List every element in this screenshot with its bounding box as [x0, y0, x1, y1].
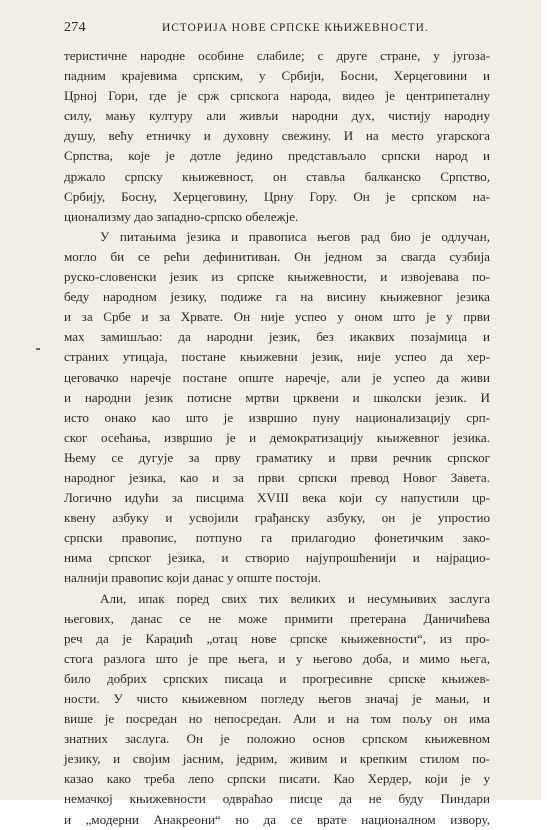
text-line: квену азбуку и усвојили грађанску азбуку, он је упростио: [64, 510, 490, 526]
text-line: немачкој књижевности одвраћао писце да не буду Пиндари: [64, 791, 490, 807]
text-line: било добрих српских писаца и прогресивне српске књижев-: [64, 670, 490, 686]
text-line: беду народном језику, подиже га на висину књижевног језика: [64, 289, 490, 305]
text-line: страних утицаја, постане књижевни језик, није успео да хер-: [64, 349, 490, 365]
text-line: могло би се рећи дефинитиван. Он једном за свагда сузбија: [64, 248, 490, 264]
text-line: Српства, које је дотле једино представљало српски народ и: [64, 148, 490, 164]
text-line: више је посредан но непосредан. Али и на том пољу он има: [64, 711, 490, 727]
text-line: његових, данас се не може примити претерана Даничићева: [64, 610, 490, 626]
text-line: стога разлога што је пре њега, и у његово доба, и мимо њега,: [64, 650, 490, 666]
paragraph-start-line: У питањима језика и правописа његов рад био је одлучан,: [100, 228, 490, 244]
text-line: душу, већу етничку и духовну свежину. И на место угарскога: [64, 128, 490, 144]
paragraph-end-line: налнији правопис који данас у опште постоји.: [64, 570, 322, 586]
text-line: цеговачко наречје постане опште наречје, али је успео да живи: [64, 369, 490, 385]
text-line: нима српског језика, и створио најупрошћенији и најрацио-: [64, 550, 490, 566]
body-text: [64, 46, 490, 830]
text-line: ности. У чисто књижевном погледу његов значај је мањи, и: [64, 691, 490, 706]
text-line: падним крајевима српским, у Србији, Босни, Херцеговини и: [64, 68, 490, 84]
margin-mark: [36, 348, 40, 350]
paragraph-start-line: Али, ипак поред свих тих великих и несумњивих заслуга: [100, 590, 490, 606]
text-line: теристичне народне особине слабиле; с друге стране, у југоза-: [64, 48, 490, 63]
text-line: мах замишљао: да народни језик, без икаквих позајмица и: [64, 329, 490, 345]
text-line: ског осећања, извршио је и демократизацију књижевног језика.: [64, 429, 490, 445]
text-line: језику, и својим јасним, једрим, живим и крепким стилом по-: [64, 751, 490, 767]
text-line: Њему се дугује за прву граматику и први речник српског: [64, 449, 490, 465]
text-line: силу, мању културу али живљи народни дух, чистију народну: [64, 108, 490, 124]
text-line: и народни језик потисне мртви црквени и школски језик. И: [64, 389, 490, 405]
text-line: и „модерни Анакреони“ но да се врате националном извору,: [64, 811, 490, 827]
text-line: и за Србе и за Хрвате. Он није успео у оном што је у први: [64, 309, 490, 325]
page-number: 274: [64, 20, 86, 35]
text-line: исто онако као што је извршио пуну национализацију срп-: [64, 409, 490, 425]
text-line: казао како треба лепо српски писати. Као Хердер, који је у: [64, 771, 490, 787]
text-line: Србију, Босну, Херцеговину, Црну Гору. Он је српском на-: [64, 188, 490, 204]
page-header: [64, 20, 484, 40]
text-line: Црној Гори, где је срж српскога народа, видео је центрипеталну: [64, 88, 490, 104]
paragraph-end-line: ционализму дао западно-српско обележје.: [64, 208, 299, 224]
text-line: народног језика, као и за први српски превод Новог Завета.: [64, 469, 490, 485]
text-line: реч да је Караџић „отац нове српске књижевности“, из про-: [64, 630, 490, 646]
running-title: ИСТОРИЈА НОВЕ СРПСКЕ КЊИЖЕВНОСТИ.: [162, 22, 429, 34]
text-line: српски правопис, потпуно га прилагодио фонетичким зако-: [64, 530, 490, 546]
text-line: знатних заслуга. Он је положио основ српском књижевном: [64, 731, 490, 747]
text-line: држало српску књижевност, он ставља балканско Српство,: [64, 168, 490, 184]
text-line: руско-словенски језик из српске књижевности, и извојевава по-: [64, 269, 490, 285]
text-line: Логично идући за писцима XVIII века који су напустили цр-: [64, 490, 490, 506]
